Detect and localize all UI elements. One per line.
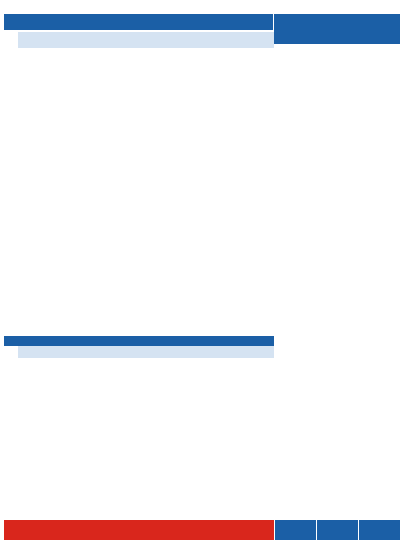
- benefits-sheet: [4, 4, 400, 540]
- opcje-subheader: [18, 346, 274, 358]
- annual-premium-v2: [316, 520, 358, 540]
- opcje-header: [4, 336, 274, 346]
- variant-3-header: [358, 14, 400, 44]
- variant-1-header: [274, 14, 316, 44]
- opcje-header-desc: [18, 346, 174, 358]
- section-title: [4, 14, 273, 30]
- column-header-info: [201, 32, 274, 48]
- variant-2-header: [316, 14, 358, 44]
- annual-premium-row: [4, 520, 400, 540]
- opcje-header-ws: [174, 346, 274, 358]
- annual-premium-v1: [274, 520, 316, 540]
- column-header-desc: [18, 32, 174, 48]
- annual-premium-v3: [358, 520, 400, 540]
- annual-premium-label: [4, 520, 274, 540]
- column-header-ws: [174, 32, 201, 48]
